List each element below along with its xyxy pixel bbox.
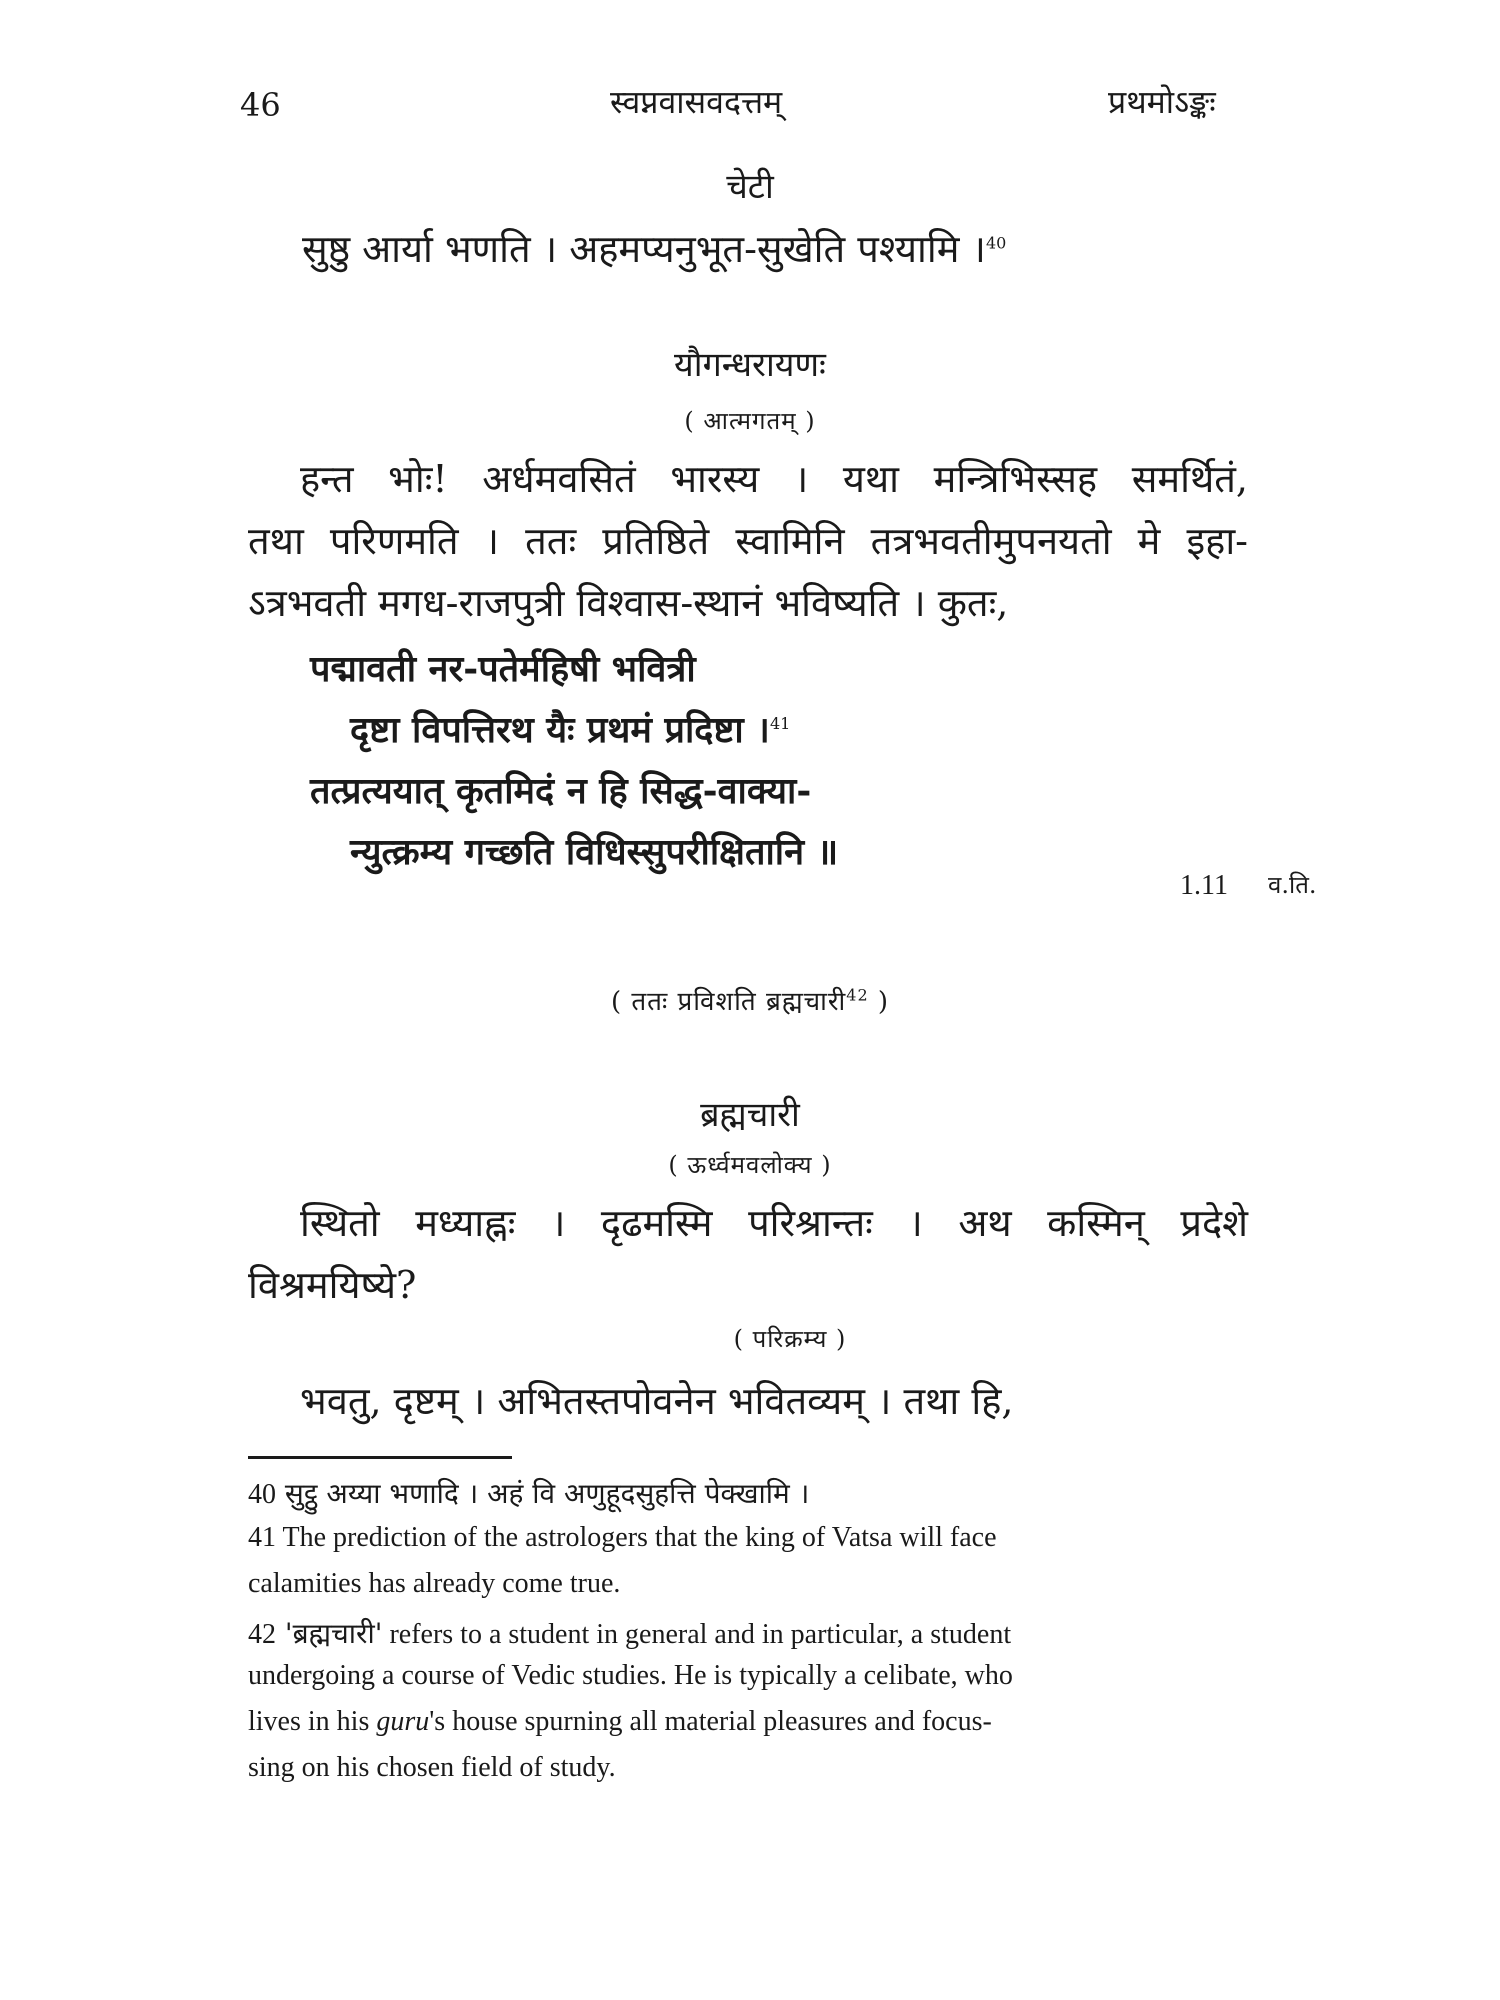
cheti-line bbox=[302, 222, 1006, 274]
act-heading: प्रथमोऽङ्कः bbox=[1108, 83, 1216, 121]
prose-line: ऽत्रभवती मगध-राजपुत्री विश्वास-स्थानं भविष्यति । कुतः, bbox=[248, 581, 1009, 625]
stage-direction-aside: ( आत्मगतम् ) bbox=[684, 407, 816, 435]
note-ref-41: 41 bbox=[769, 714, 791, 733]
footnote-rule bbox=[248, 1456, 512, 1459]
footnote-42-line bbox=[248, 1706, 992, 1738]
speaker-cheti: चेटी bbox=[726, 167, 774, 207]
prose-line: विश्रमयिष्ये? bbox=[248, 1263, 417, 1307]
verse-line: तत्प्रत्ययात् कृतमिदं न हि सिद्ध-वाक्या- bbox=[310, 770, 812, 812]
meter-name: व.ति. bbox=[1268, 871, 1317, 899]
footnote-text: सुट्ठु अय्या भणादि । अहं वि अणुहूदसुहत्ति पेक्खामि । bbox=[276, 1477, 810, 1510]
cheti-line-text: सुष्ठु आर्या भणति । अहमप्यनुभूत-सुखेति पश्यामि । bbox=[302, 227, 986, 271]
prose-line: भवतु, दृष्टम् । अभितस्तपोवनेन भवितव्यम् । तथा हि, bbox=[300, 1379, 1014, 1423]
running-title: स्वप्नवासवदत्तम् bbox=[610, 83, 783, 121]
footnote-text: refers to a student in general and in particular, a student bbox=[382, 1619, 1012, 1650]
page-number: 46 bbox=[240, 86, 281, 124]
stage-direction-walk: ( परिक्रम्य ) bbox=[733, 1325, 847, 1353]
speaker-brahmachari: ब्रह्मचारी bbox=[700, 1095, 800, 1135]
footnote-40 bbox=[248, 1474, 809, 1512]
stage-entry-text: ( ततः प्रविशति ब्रह्मचारी bbox=[610, 987, 847, 1017]
footnote-text: 's house spurning all material pleasures and focus- bbox=[429, 1706, 992, 1737]
prose-line: स्थितो मध्याह्नः । दृढमस्मि परिश्रान्तः । अथ कस्मिन् प्रदेशे bbox=[300, 1201, 1248, 1245]
footnote-42-line: sing on his chosen field of study. bbox=[248, 1752, 616, 1783]
prose-line: तथा परिणमति । ततः प्रतिष्ठिते स्वामिनि तत्रभवतीमुपनयतो मे इहा- bbox=[248, 519, 1248, 563]
footnote-number: 42 bbox=[248, 1619, 276, 1650]
footnote-emphasis: guru bbox=[376, 1706, 430, 1737]
verse-number: 1.11 bbox=[1180, 870, 1228, 901]
footnote-42-line: undergoing a course of Vedic studies. He is typically a celibate, who bbox=[248, 1660, 1013, 1691]
footnote-41-line: calamities has already come true. bbox=[248, 1568, 621, 1599]
stage-direction-look-up: ( ऊर्ध्वमवलोक्य ) bbox=[668, 1151, 832, 1179]
footnote-term: 'ब्रह्मचारी' bbox=[276, 1617, 383, 1650]
verse-line: न्युत्क्रम्य गच्छति विधिस्सुपरीक्षितानि ॥ bbox=[350, 831, 839, 873]
footnote-42-line bbox=[248, 1614, 1011, 1652]
note-ref-42: 42 bbox=[846, 985, 869, 1005]
verse-line: पद्मावती नर-पतेर्महिषी भवित्री bbox=[310, 648, 696, 690]
speaker-yaugandharayana: यौगन्धरायणः bbox=[674, 345, 826, 385]
footnote-text: lives in his bbox=[248, 1706, 377, 1737]
stage-entry-close: ) bbox=[868, 987, 890, 1017]
note-ref-40: 40 bbox=[985, 233, 1007, 253]
stage-direction-entry bbox=[0, 982, 1500, 1018]
footnote-number: 40 bbox=[248, 1479, 276, 1510]
footnote-41-line: 41 The prediction of the astrologers that the king of Vatsa will face bbox=[248, 1522, 997, 1553]
verse-line bbox=[350, 704, 790, 753]
verse-line-text: दृष्टा विपत्तिरथ यैः प्रथमं प्रदिष्टा । bbox=[350, 709, 770, 751]
prose-line: हन्त भोः! अर्धमवसितं भारस्य । यथा मन्त्रिभिस्सह समर्थितं, bbox=[300, 457, 1248, 501]
